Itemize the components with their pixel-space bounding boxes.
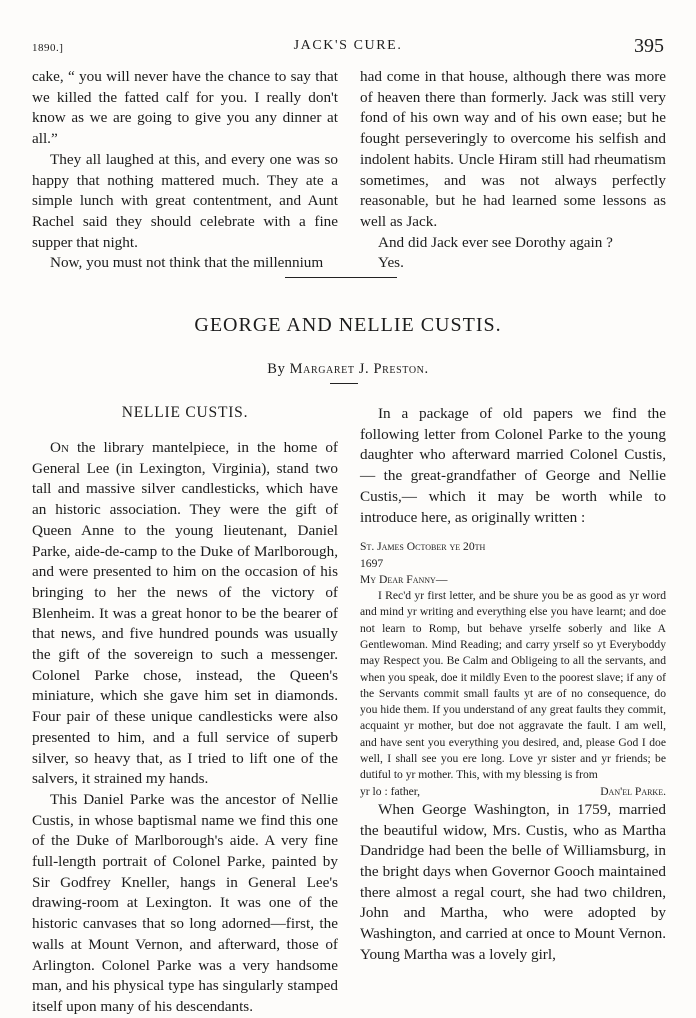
section-heading: NELLIE CUSTIS. (121, 404, 249, 421)
letter-signature: Dan'el Parke. (600, 784, 666, 798)
running-head-title: JACK'S CURE. (293, 38, 403, 53)
article-byline (0, 361, 696, 378)
quoted-letter (360, 539, 666, 800)
letter-year: 1697 (360, 556, 384, 570)
previous-story-right-column (360, 67, 666, 274)
paragraph: cake, “ you will never have the chance to say that we killed the fatted calf for you. I really don't know as we are going to give you any dinner at all.” (32, 68, 338, 148)
page-number: 395 (634, 35, 664, 57)
article-right-column (360, 404, 666, 966)
paragraph: In a package of old papers we find the following letter from Colonel Parke to the young daughter who afterward married Colonel Custis,— the great-grandfather of George and Nellie Custis,— which it may be worth while to introduce here, as originally written : (360, 405, 666, 526)
paragraph: had come in that house, although there was more of heaven there than formerly. Jack was still very fond of his own way and of his own ease; but he fought perseveringly to overcome his selfish and indolent habits. Uncle Hiram still had rheumatism sometimes, and was not always perfectly reasonable, but he had learned some lessons as well as Jack. (360, 68, 666, 230)
byline-by: By (267, 361, 286, 377)
letter-body: I Rec'd yr first letter, and be shure you be as good as yr word and mind yr writing and everything else you have learnt; and doe not learn to Romp, but behave yrselfe soberly and like A Gentlewoman. Mind Reading; and carry yrself so yt Everyboddy may Respect you. Be Calm and Obligeing to all the servants, and when you speak, doe it mildly Even to the poorest slave; if any of the Servants commit small faults yt are of no consequence, do you hide them. If you understand of any great faults they commit, acquaint yr mother, but doe not aggravate the fault. I am well, and have sent you everything you desired, and, please God I doe well, I shall see you ere long. Love yr sister and yr friends; be dutiful to yr mother. This, with my blessing is from (360, 589, 666, 782)
paragraph (32, 438, 338, 790)
article-title: GEORGE AND NELLIE CUSTIS. (194, 314, 502, 336)
letter-closing: yr lo : father, (360, 784, 421, 798)
opening-words: On (50, 439, 69, 456)
paragraph: And did Jack ever see Dorothy again ? (378, 233, 613, 251)
paragraph: Now, you must not think that the millennium (50, 254, 324, 272)
byline-author: Margaret J. Preston. (289, 361, 429, 377)
paragraph: This Daniel Parke was the ancestor of Nellie Custis, in whose baptismal name we find this one of the Duke of Marlborough's aide. A very fine full-length portrait of Colonel Parke, painted by Sir Godfrey Kneller, hangs in General Lee's drawing-room at Lexington. It was one of the historic canvases that so long adorned—first, the walls at Mount Vernon, and afterward, those of Arlington. Colonel Parke was a very handsome man, and his physical type has singularly stamped itself upon many of his descendants. (32, 790, 338, 1015)
paragraph: When George Washington, in 1759, married the beautiful widow, Mrs. Custis, who as Martha Dandridge had been the belle of Williamsburg, in the bright days when Governor Gooch maintained there almost a regal court, she had two children, John and Martha, who were adopted by Washington, and carried at once to Mount Vernon. Young Martha was a lovely girl, (360, 800, 666, 963)
article-left-column (32, 438, 338, 1018)
letter-dateline: St. James October ye 20th (360, 540, 486, 554)
byline-divider-rule (330, 383, 358, 384)
running-head-date: 1890.] (32, 42, 64, 54)
previous-story-left-column (32, 67, 338, 274)
letter-signoff (360, 784, 666, 800)
paragraph: Yes. (378, 254, 404, 272)
paragraph: They all laughed at this, and every one was so happy that nothing mattered much. They ate a simple lunch with great contentment, and Aunt Rachel said they should celebrate with a fine supper that night. (32, 150, 338, 251)
letter-salutation: My Dear Fanny— (360, 572, 448, 586)
running-head (32, 35, 664, 60)
paragraph-text: the library mantelpiece, in the home of General Lee (in Lexington, Virginia), stand two tall and massive silver candlesticks, which have an historic association. They were the gift of Queen Anne to the young lieutenant, Daniel Parke, aide-de-camp to the Duke of Marlborough, and were presented to him on the occasion of his bringing to her the news of the victory of Blenheim. It was a great honor to be the bearer of that news, and five hundred pounds was usually the gift of the sovereign to such a messenger. Colonel Parke chose, instead, the Queen's miniature, which she gave him set in diamonds. Four pair of these unique candlesticks were also presented to him, and a full service of superb silver, so heavy that, as I tried to lift one of the salvers, it strained my hands. (32, 439, 338, 788)
section-divider-rule (285, 277, 397, 278)
